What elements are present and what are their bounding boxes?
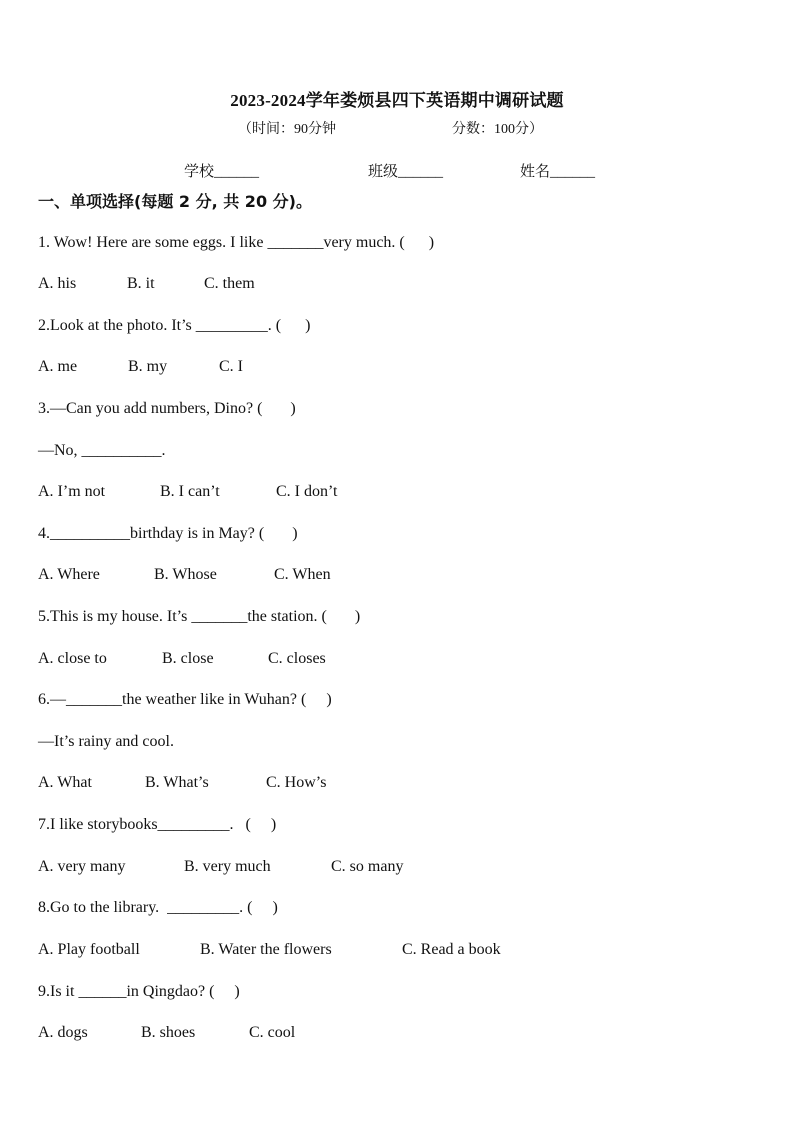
question-stem: 3.—Can you add numbers, Dino? ( ) (38, 400, 296, 417)
question-stem: 8.Go to the library. _________. ( ) (38, 899, 278, 916)
school-field[interactable]: 学校______ (184, 164, 260, 180)
option-a[interactable]: A. Play football (38, 941, 140, 958)
exam-score: 分数：100分） (452, 122, 543, 137)
option-b[interactable]: B. my (128, 358, 168, 375)
option-b[interactable]: B. What’s (145, 774, 209, 791)
class-field[interactable]: 班级______ (368, 164, 444, 180)
option-b[interactable]: B. shoes (141, 1024, 196, 1041)
option-b[interactable]: B. Whose (154, 566, 217, 583)
question-stem: 9.Is it ______in Qingdao? ( ) (38, 983, 240, 1000)
option-a[interactable]: A. me (38, 358, 78, 375)
question-stem: 5.This is my house. It’s _______the station. ( ) (38, 608, 361, 625)
answer-line: —No, __________. (38, 442, 166, 459)
exam-title: 2023-2024学年娄烦县四下英语期中调研试题 (230, 91, 564, 110)
question-stem: 4.__________birthday is in May? ( ) (38, 525, 298, 542)
option-c[interactable]: C. Read a book (402, 941, 501, 958)
option-b[interactable]: B. very much (184, 858, 271, 875)
option-c[interactable]: C. How’s (266, 774, 327, 791)
option-c[interactable]: C. I don’t (276, 483, 338, 500)
question-stem: 7.I like storybooks_________. ( ) (38, 816, 277, 833)
option-b[interactable]: B. Water the flowers (200, 941, 332, 958)
exam-time: （时间：90分钟 (238, 122, 336, 137)
question-stem: 2.Look at the photo. It’s _________. ( ) (38, 317, 311, 334)
option-b[interactable]: B. it (127, 275, 155, 292)
option-c[interactable]: C. When (274, 566, 331, 583)
option-a[interactable]: A. I’m not (38, 483, 106, 500)
question-stem: 6.—_______the weather like in Wuhan? ( ) (38, 691, 332, 708)
option-a[interactable]: A. his (38, 275, 77, 292)
answer-line: —It’s rainy and cool. (38, 733, 174, 750)
option-c[interactable]: C. closes (268, 650, 326, 667)
option-c[interactable]: C. so many (331, 858, 404, 875)
option-b[interactable]: B. close (162, 650, 214, 667)
option-b[interactable]: B. I can’t (160, 483, 220, 500)
option-a[interactable]: A. Where (38, 566, 100, 583)
name-field[interactable]: 姓名______ (520, 164, 596, 180)
option-c[interactable]: C. cool (249, 1024, 296, 1041)
section-heading: 一、单项选择(每题 2 分, 共 20 分)。 (38, 192, 312, 211)
option-c[interactable]: C. I (219, 358, 243, 375)
option-a[interactable]: A. dogs (38, 1024, 88, 1041)
option-a[interactable]: A. very many (38, 858, 126, 875)
option-a[interactable]: A. close to (38, 650, 107, 667)
question-stem: 1. Wow! Here are some eggs. I like _______very much. ( ) (38, 234, 435, 251)
option-a[interactable]: A. What (38, 774, 92, 791)
option-c[interactable]: C. them (204, 275, 255, 292)
options-row (38, 1024, 738, 1114)
